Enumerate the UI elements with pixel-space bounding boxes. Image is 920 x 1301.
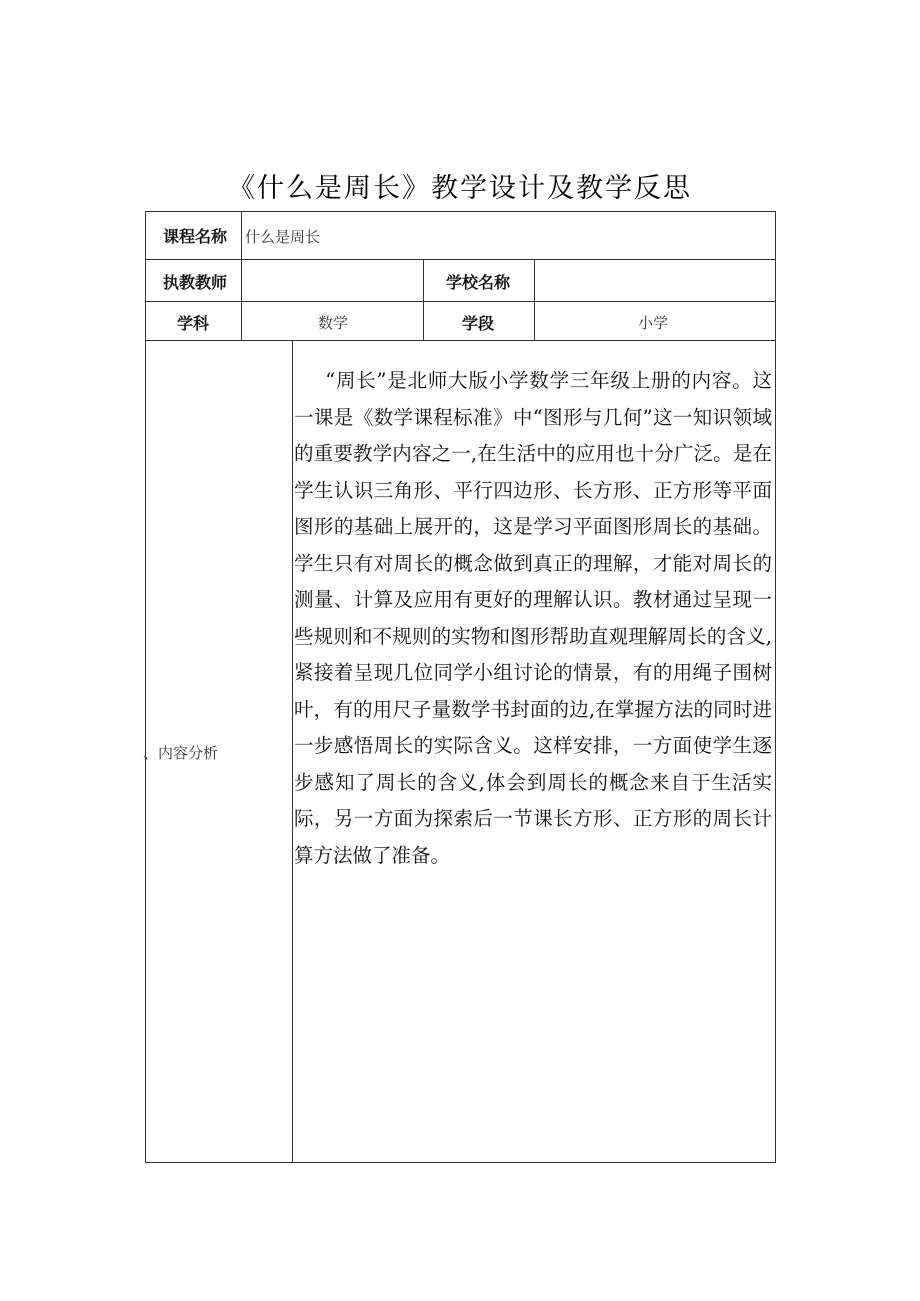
table-border-right — [775, 211, 776, 1163]
content-analysis-cell — [294, 363, 772, 874]
stage-label: 学段 — [462, 314, 495, 333]
course-name-label: 课程名称 — [163, 227, 228, 246]
table-border-bottom — [145, 1162, 776, 1163]
row-divider — [145, 340, 776, 341]
table-border-left — [145, 211, 146, 1163]
content-analysis-label: 、内容分析 — [143, 744, 219, 762]
subject-label: 学科 — [177, 314, 210, 333]
column-divider — [292, 340, 293, 1162]
document-title: 《什么是周长》教学设计及教学反思 — [228, 173, 692, 204]
content-analysis-text: “周长”是北师大版小学数学三年级上册的内容。这一课是《数学课程标准》中“图形与几何”这一知识领域的重要教学内容之一,在生活中的应用也十分广泛。是在学生认识三角形、平行四边形、长方形、正方形等平面图形的基础上展开的，这是学习平面图形周长的基础。学生只有对周长的概念做到真正的理解，才能对周长的测量、计算及应用有更好的理解认识。教材通过呈现一些规则和不规则的实物和图形帮助直观理解周长的含义,紧接着呈现几位同学小组讨论的情景，有的用绳子围树叶，有的用尺子量数学书封面的边,在掌握方法的同时进一步感悟周长的实际含义。这样安排，一方面使学生逐步感知了周长的含义,体会到周长的概念来自于生活实际，另一方面为探索后一节课长方形、正方形的周长计算方法做了准备。 — [294, 369, 772, 867]
row-divider — [145, 301, 776, 302]
column-divider — [534, 259, 535, 340]
row-divider — [145, 259, 776, 260]
stage-value: 小学 — [638, 314, 669, 332]
column-divider — [423, 259, 424, 340]
school-label: 学校名称 — [446, 273, 511, 292]
teacher-label: 执教教师 — [163, 273, 228, 292]
table-border-top — [145, 211, 776, 212]
column-divider — [241, 211, 242, 340]
subject-value: 数学 — [318, 314, 349, 332]
course-name-value: 什么是周长 — [245, 228, 321, 246]
